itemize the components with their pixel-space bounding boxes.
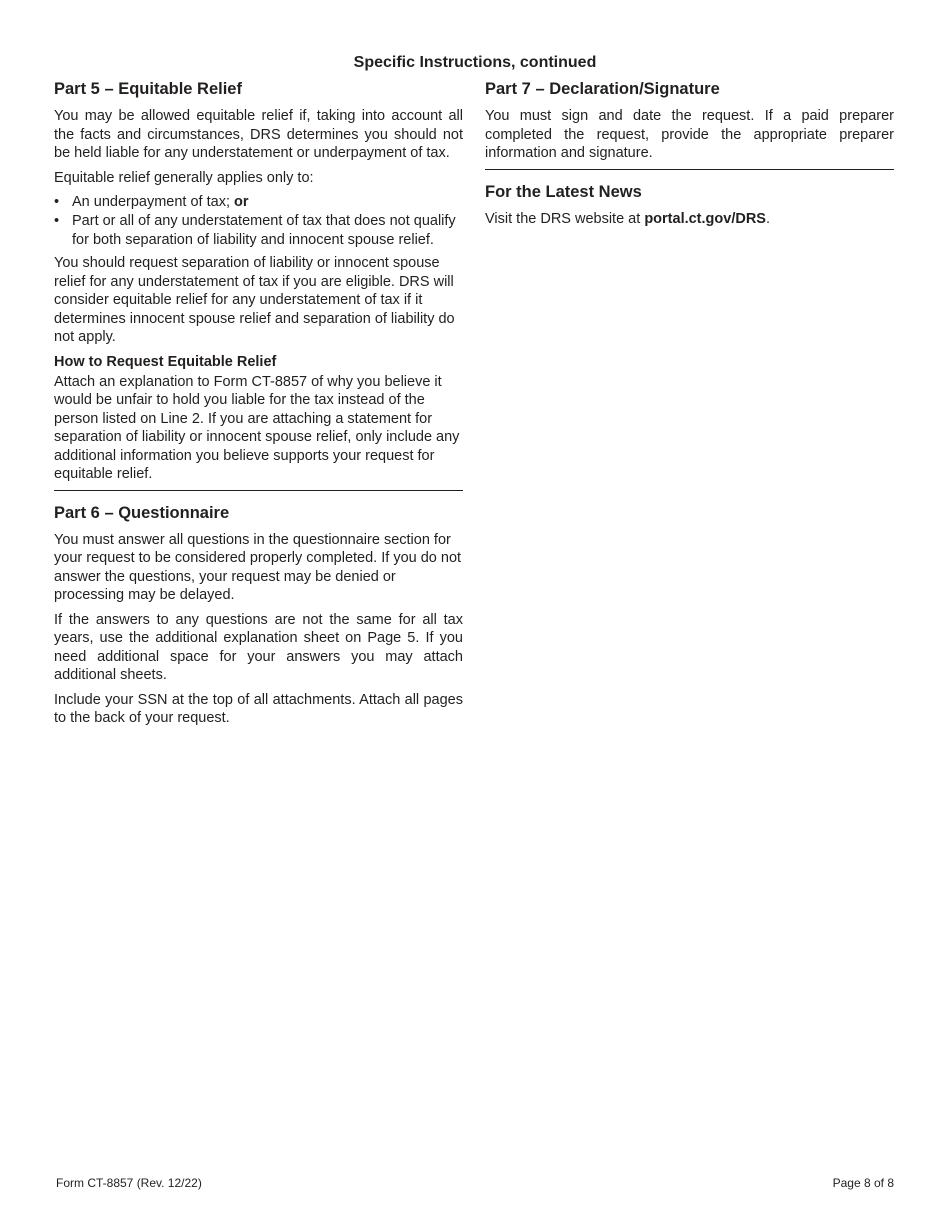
page-title: Specific Instructions, continued <box>353 54 597 71</box>
news-paragraph <box>485 210 894 229</box>
bullet-icon: • <box>54 194 60 210</box>
part5-subheading: How to Request Equitable Relief <box>54 353 277 370</box>
part6-section <box>54 503 463 728</box>
right-column <box>485 79 894 234</box>
left-column <box>54 79 463 734</box>
part6-paragraph-1: You must answer all questions in the questionnaire section for your request to be considered properly completed. If you do not answer the questions, your request may be denied or processing may be delayed. <box>54 531 462 603</box>
news-section <box>485 182 894 229</box>
part5-paragraph-1: You may be allowed equitable relief if, taking into account all the facts and circumstances, DRS determines you should not be held liable for any understatement or underpayment of tax. <box>54 108 463 161</box>
part5-section <box>54 79 463 484</box>
news-text: Visit the DRS website at <box>485 210 645 227</box>
list-item <box>54 212 463 250</box>
page-number: Page 8 of 8 <box>832 1176 894 1190</box>
part7-paragraph-1: You must sign and date the request. If a paid preparer completed the request, provide the appropriate preparer information and signature. <box>485 108 894 161</box>
part5-bullet-list <box>54 193 463 250</box>
part6-paragraph-3: Include your SSN at the top of all attachments. Attach all pages to the back of your request. <box>54 691 463 726</box>
news-period: . <box>765 210 770 227</box>
part5-paragraph-3: You should request separation of liability or innocent spouse relief for any understatement of tax if you are eligible. DRS will consider equitable relief for any understatement of tax if it determines innocent spouse relief and separation of liability do not apply. <box>54 255 455 345</box>
section-divider <box>54 490 463 491</box>
bullet-2-text: Part or all of any understatement of tax that does not qualify for both separation of liability and innocent spouse relief. <box>72 213 456 248</box>
part5-heading: Part 5 – Equitable Relief <box>54 80 242 98</box>
bullet-1-text: An underpayment of tax; <box>72 194 235 210</box>
drs-website-link[interactable]: portal.ct.gov/DRS <box>644 210 766 227</box>
section-divider <box>485 169 894 170</box>
bullet-icon: • <box>54 213 60 229</box>
news-heading: For the Latest News <box>485 182 642 201</box>
part7-section <box>485 79 894 163</box>
bullet-1-bold-or: or <box>234 194 249 210</box>
part5-paragraph-2: Equitable relief generally applies only to: <box>54 169 314 186</box>
part6-paragraph-2: If the answers to any questions are not the same for all tax years, use the additional explanation sheet on Page 5. If you need additional space for your answers you may attach additional sheets. <box>54 611 463 683</box>
list-item <box>54 193 463 212</box>
part5-paragraph-4: Attach an explanation to Form CT-8857 of why you believe it would be unfair to hold you liable for the tax instead of the person listed on Line 2. If you are attaching a statement for separation of liability or innocent spouse relief, only include any additional information you believe supports your request for equitable relief. <box>54 373 460 482</box>
form-id: Form CT-8857 (Rev. 12/22) <box>56 1176 202 1190</box>
part7-heading: Part 7 – Declaration/Signature <box>485 80 720 98</box>
part6-heading: Part 6 – Questionnaire <box>54 503 230 522</box>
